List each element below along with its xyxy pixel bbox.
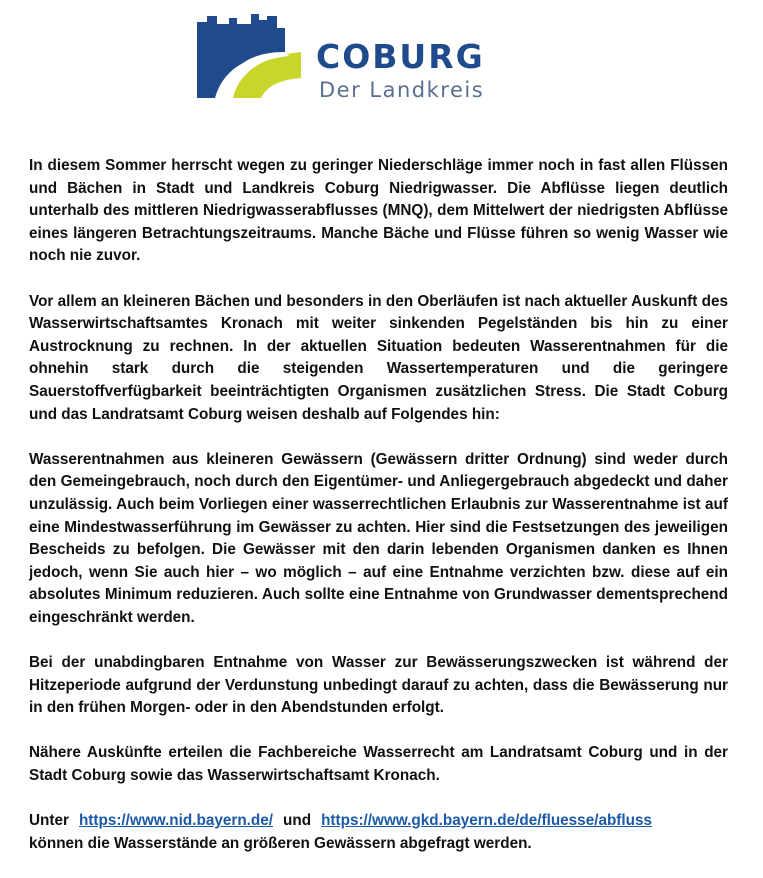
links-middle: und bbox=[283, 812, 312, 830]
nid-bayern-link[interactable]: https://www.nid.bayern.de/ bbox=[78, 812, 274, 830]
logo-subtitle: Der Landkreis bbox=[319, 78, 485, 102]
gkd-bayern-link[interactable]: https://www.gkd.bayern.de/de/fluesse/abfluss bbox=[321, 812, 652, 830]
paragraph-3: Wasserentnahmen aus kleineren Gewässern (Gewässern dritter Ordnung) sind weder durch den Gemeingebrauch, noch durch den Eigentümer- und Anliegergebrauch abgedeckt und daher unzulässig. Auch beim Vorliegen einer wasserrechtlichen Erlaubnis zur Wasserentnahme ist auf eine Mindestwasserführung im Gewässer zu achten. Hier sind die Festsetzungen des jeweiligen Bescheids zu befolgen. Die Gewässer mit den darin lebenden Organismen danken es Ihnen jedoch, wenn Sie auch hier – wo möglich – auf eine Entnahme verzichten bzw. diese auf ein absolutes Minimum reduzieren. Auch sollte eine Entnahme von Grundwasser dementsprechend eingeschränkt werden. bbox=[29, 450, 728, 626]
paragraph-4: Bei der unabdingbaren Entnahme von Wasser zur Bewässerungszwecken ist während der Hitzeperiode aufgrund der Verdunstung unbedingt darauf zu achten, dass die Bewässerung nur in den frühen Morgen- oder in den Abendstunden erfolgt. bbox=[29, 654, 728, 717]
links-prefix: Unter bbox=[29, 812, 69, 830]
links-suffix: können die Wasserstände an größeren Gewässern abgefragt werden. bbox=[29, 834, 532, 852]
logo-title: COBURG bbox=[316, 37, 485, 76]
paragraph-1: In diesem Sommer herrscht wegen zu geringer Niederschläge immer noch in fast allen Flüssen und Bächen in Stadt und Landkreis Coburg Niedrigwasser. Die Abflüsse liegen deutlich unterhalb des mittleren Niedrigwasserabflusses (MNQ), dem Mittelwert der niedrigsten Abflüsse eines längeren Betrachtungszeitraums. Manche Bäche und Flüsse führen so wenig Wasser wie noch nie zuvor. bbox=[29, 157, 728, 265]
paragraph-5: Nähere Auskünfte erteilen die Fachbereiche Wasserrecht am Landratsamt Coburg und in der Stadt Coburg sowie das Wasserwirtschaftsamt Kronach. bbox=[29, 744, 728, 785]
paragraph-links bbox=[29, 810, 728, 855]
coburg-logo bbox=[193, 12, 573, 102]
paragraph-2: Vor allem an kleineren Bächen und besonders in den Oberläufen ist nach aktueller Auskunft des Wasserwirtschaftsamtes Kronach mit weiter sinkenden Pegelständen bis hin zu einer Austrocknung zu rechnen. In der aktuellen Situation bedeuten Wasserentnahmen für die ohnehin stark durch die steigenden Wassertemperaturen und die geringere Sauerstoffverfügbarkeit beeinträchtigten Organismen zusätzlichen Stress. Die Stadt Coburg und das Landratsamt Coburg weisen deshalb auf Folgendes hin: bbox=[29, 292, 728, 423]
article-body bbox=[29, 155, 728, 878]
coburg-castle-logo-icon bbox=[193, 12, 305, 98]
